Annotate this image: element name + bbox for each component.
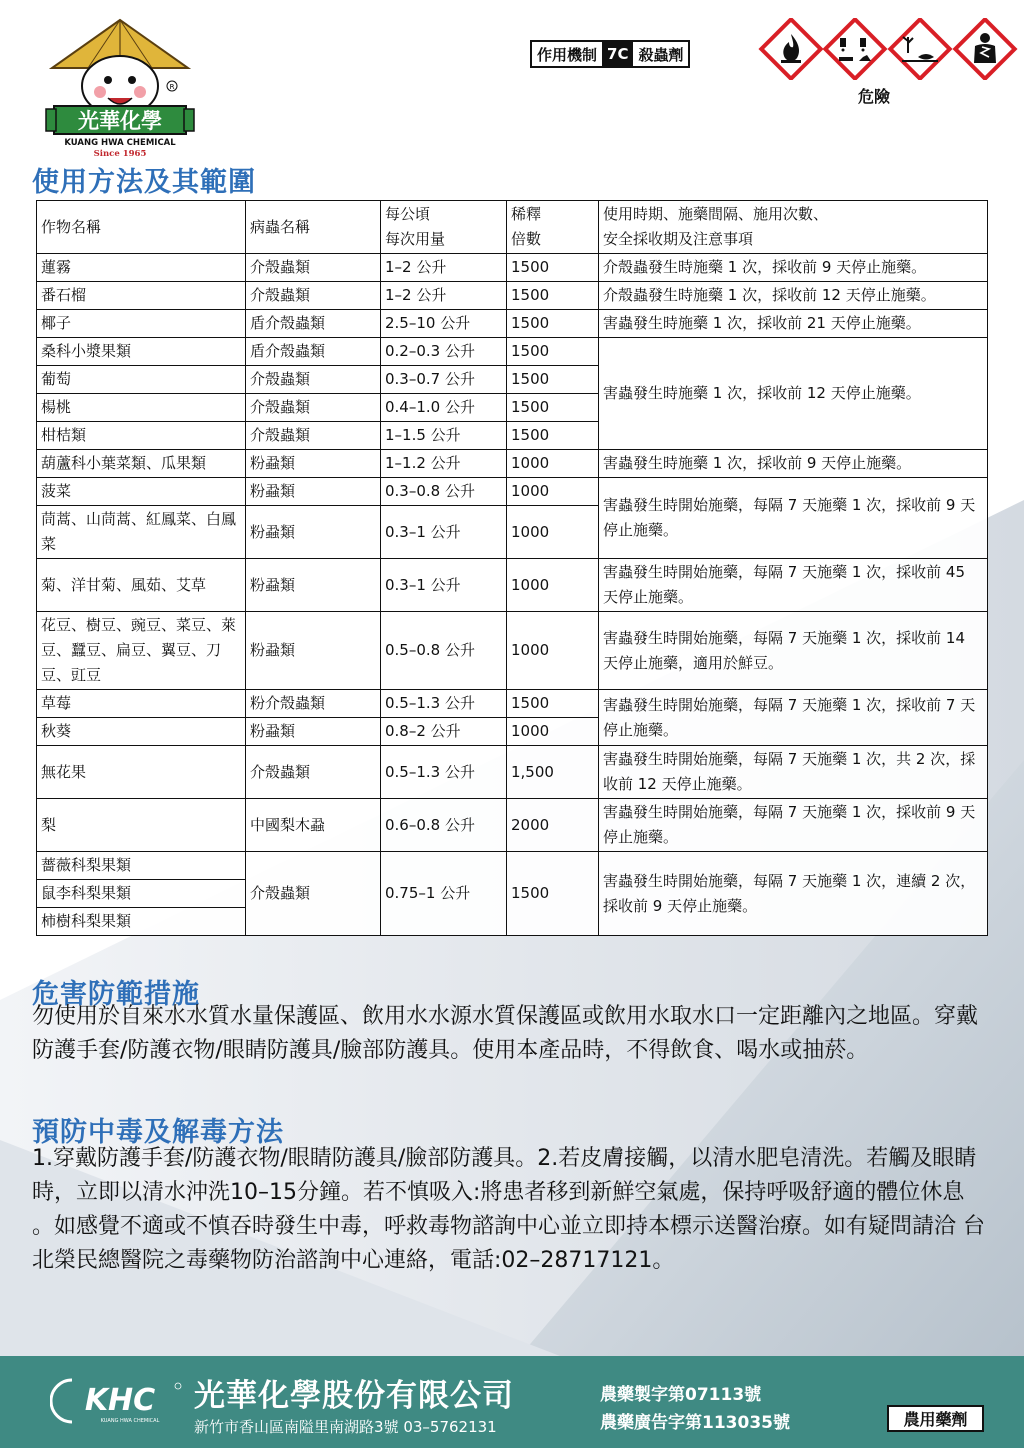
hazard-prevention-title: 危害防範措施 [32,979,200,1010]
cell-dilution: 1500 [507,690,599,718]
logo-since: Since 1965 [93,149,147,158]
header-pest: 病蟲名稱 [246,201,381,254]
cell-notes: 介殼蟲發生時施藥 1 次，採收前 9 天停止施藥。 [599,254,988,282]
cell-crop: 楊桃 [37,394,246,422]
table-row [37,282,988,310]
company-address: 新竹市香山區南隘里南湖路3號 03–5762131 [194,1418,497,1436]
logo-text: 光華化學 [78,109,162,133]
cell-dilution: 1500 [507,338,599,366]
logo-subtitle: KUANG HWA CHEMICAL [64,138,176,148]
khc-logo-sub: KUANG HWA CHEMICAL [100,1418,160,1424]
cell-crop: 無花果 [37,746,246,799]
cell-notes: 害蟲發生時施藥 1 次，採收前 9 天停止施藥。 [599,450,988,478]
cell-dilution: 1500 [507,254,599,282]
cell-dilution: 1500 [507,422,599,450]
cell-dilution: 1000 [507,718,599,746]
mechanism-code: 7C [602,42,633,66]
cell-crop: 菊、洋甘菊、風茹、艾草 [37,559,246,612]
header-dilution: 稀釋 倍數 [507,201,599,254]
cell-dose: 2.5–10 公升 [381,310,507,338]
cell-dilution: 1000 [507,506,599,559]
table-row [37,254,988,282]
header-crop: 作物名稱 [37,201,246,254]
table-row [37,852,988,880]
cell-crop: 梨 [37,799,246,852]
cell-notes: 害蟲發生時開始施藥，每隔 7 天施藥 1 次，採收前 45 天停止施藥。 [599,559,988,612]
cell-notes: 害蟲發生時開始施藥，每隔 7 天施藥 1 次，採收前 7 天停止施藥。 [599,690,988,746]
header-notes: 使用時期、施藥間隔、施用次數、 安全採收期及注意事項 [599,201,988,254]
cell-dilution: 1000 [507,559,599,612]
cell-pest: 粉蝨類 [246,506,381,559]
cell-pest: 粉蝨類 [246,450,381,478]
cell-notes: 害蟲發生時施藥 1 次，採收前 12 天停止施藥。 [599,338,988,450]
cell-pest: 介殼蟲類 [246,282,381,310]
cell-dilution: 1000 [507,450,599,478]
cell-notes: 害蟲發生時開始施藥，每隔 7 天施藥 1 次，採收前 9 天停止施藥。 [599,799,988,852]
agri-badge: 農用藥劑 [887,1405,984,1432]
cell-dose: 1–1.5 公升 [381,422,507,450]
cell-dose: 0.3–0.8 公升 [381,478,507,506]
license-manufacture: 農藥製字第07113號 [600,1385,762,1405]
cell-crop: 薔薇科梨果類 [37,852,246,880]
cell-pest: 粉蝨類 [246,718,381,746]
cell-crop: 花豆、樹豆、豌豆、菜豆、萊豆、蠶豆、扁豆、翼豆、刀豆、豇豆 [37,612,246,690]
cell-pest: 介殼蟲類 [246,852,381,936]
flame-icon [761,19,820,78]
table-row [37,310,988,338]
cell-crop: 蓮霧 [37,254,246,282]
cell-dose: 0.5–1.3 公升 [381,746,507,799]
cell-notes: 介殼蟲發生時施藥 1 次，採收前 12 天停止施藥。 [599,282,988,310]
cell-notes: 害蟲發生時開始施藥，每隔 7 天施藥 1 次，共 2 次，採收前 12 天停止施藥。 [599,746,988,799]
cell-pest: 介殼蟲類 [246,366,381,394]
cell-dose: 1–2 公升 [381,282,507,310]
signal-word: 危險 [858,87,891,106]
table-row [37,612,988,690]
khc-logo-text: KHC [84,1383,156,1418]
cell-crop: 葡萄 [37,366,246,394]
usage-title: 使用方法及其範圍 [32,167,256,198]
table-row [37,450,988,478]
kuang-hwa-logo [40,16,200,158]
svg-text:R: R [169,83,175,91]
footer-bar [0,1356,1024,1448]
cell-dilution: 1500 [507,852,599,936]
table-row [37,559,988,612]
cell-crop: 柑桔類 [37,422,246,450]
cell-dose: 0.4–1.0 公升 [381,394,507,422]
hazard-prevention-text: 勿使用於自來水水質水量保護區、飲用水水源水質保護區或飲用水取水口一定距離內之地區。穿戴防護手套/防護衣物/眼睛防護具/臉部防護具。使用本產品時，不得飲食、喝水或抽菸。 [32,1004,979,1063]
corrosion-icon [825,19,884,78]
cell-dilution: 1500 [507,366,599,394]
table-row [37,690,988,718]
mechanism-type: 殺蟲劑 [638,45,684,64]
cell-notes: 害蟲發生時開始施藥，每隔 7 天施藥 1 次，連續 2 次，採收前 9 天停止施藥。 [599,852,988,936]
cell-pest: 中國梨木蝨 [246,799,381,852]
cell-pest: 介殼蟲類 [246,394,381,422]
cell-crop: 番石榴 [37,282,246,310]
cell-dilution: 1500 [507,310,599,338]
license-ad: 農藥廣告字第113035號 [600,1413,790,1433]
cell-pest: 粉蝨類 [246,478,381,506]
cell-crop: 柿樹科梨果類 [37,908,246,936]
cell-dose: 0.3–1 公升 [381,506,507,559]
cell-crop: 椰子 [37,310,246,338]
cell-pest: 粉蝨類 [246,559,381,612]
cell-dose: 0.8–2 公升 [381,718,507,746]
cell-dilution: 1000 [507,612,599,690]
cell-crop: 桑科小漿果類 [37,338,246,366]
cell-crop: 茼蒿、山茼蒿、紅鳳菜、白鳳菜 [37,506,246,559]
cell-crop: 菠菜 [37,478,246,506]
table-header-row [37,201,988,254]
table-row [37,799,988,852]
cell-dose: 0.75–1 公升 [381,852,507,936]
cell-dose: 0.3–1 公升 [381,559,507,612]
cell-dose: 0.3–0.7 公升 [381,366,507,394]
cell-crop: 秋葵 [37,718,246,746]
cell-dose: 1–1.2 公升 [381,450,507,478]
table-row [37,478,988,506]
health-hazard-icon [955,19,1014,78]
cell-dose: 0.5–1.3 公升 [381,690,507,718]
cell-crop: 鼠李科梨果類 [37,880,246,908]
cell-pest: 介殼蟲類 [246,746,381,799]
cell-crop: 草莓 [37,690,246,718]
cell-dilution: 1,500 [507,746,599,799]
cell-pest: 粉介殼蟲類 [246,690,381,718]
poisoning-text: 1.穿戴防護手套/防護衣物/眼睛防護具/臉部防護具。2.若皮膚接觸，以清水肥皂清洗。若觸及眼睛 時，立即以清水沖洗10–15分鐘。若不慎吸入:將患者移到新鮮空氣處，保持呼吸舒適的體位休息 。如感覺不適或不慎吞時發生中毒，呼救毒物諮詢中心並立即持本標示送醫治療。如有疑問請洽 台北榮民總醫院之毒藥物防治諮詢中心連絡，電話:02–28717121。 [32,1146,985,1273]
usage-table [36,200,988,936]
cell-dilution: 2000 [507,799,599,852]
cell-dilution: 1500 [507,282,599,310]
cell-dilution: 1500 [507,394,599,422]
poisoning-title: 預防中毒及解毒方法 [32,1117,284,1148]
cell-dose: 0.2–0.3 公升 [381,338,507,366]
cell-pest: 介殼蟲類 [246,254,381,282]
cell-dilution: 1000 [507,478,599,506]
mechanism-label: 作用機制 [537,45,598,64]
table-row [37,338,988,366]
cell-notes: 害蟲發生時開始施藥，每隔 7 天施藥 1 次，採收前 9 天停止施藥。 [599,478,988,559]
environment-icon [890,19,949,78]
company-name: 光華化學股份有限公司 [194,1378,514,1414]
cell-crop: 葫蘆科小葉菜類、瓜果類 [37,450,246,478]
cell-pest: 盾介殼蟲類 [246,310,381,338]
header-dose: 每公頃 每次用量 [381,201,507,254]
table-row [37,746,988,799]
cell-dose: 1–2 公升 [381,254,507,282]
cell-dose: 0.5–0.8 公升 [381,612,507,690]
cell-notes: 害蟲發生時施藥 1 次，採收前 21 天停止施藥。 [599,310,988,338]
cell-pest: 盾介殼蟲類 [246,338,381,366]
cell-dose: 0.6–0.8 公升 [381,799,507,852]
khc-logo [50,1376,190,1426]
mechanism-box [530,40,690,68]
cell-pest: 介殼蟲類 [246,422,381,450]
cell-notes: 害蟲發生時開始施藥，每隔 7 天施藥 1 次，採收前 14 天停止施藥，適用於鮮豆。 [599,612,988,690]
cell-pest: 粉蝨類 [246,612,381,690]
ghs-pictograms [758,18,1020,80]
